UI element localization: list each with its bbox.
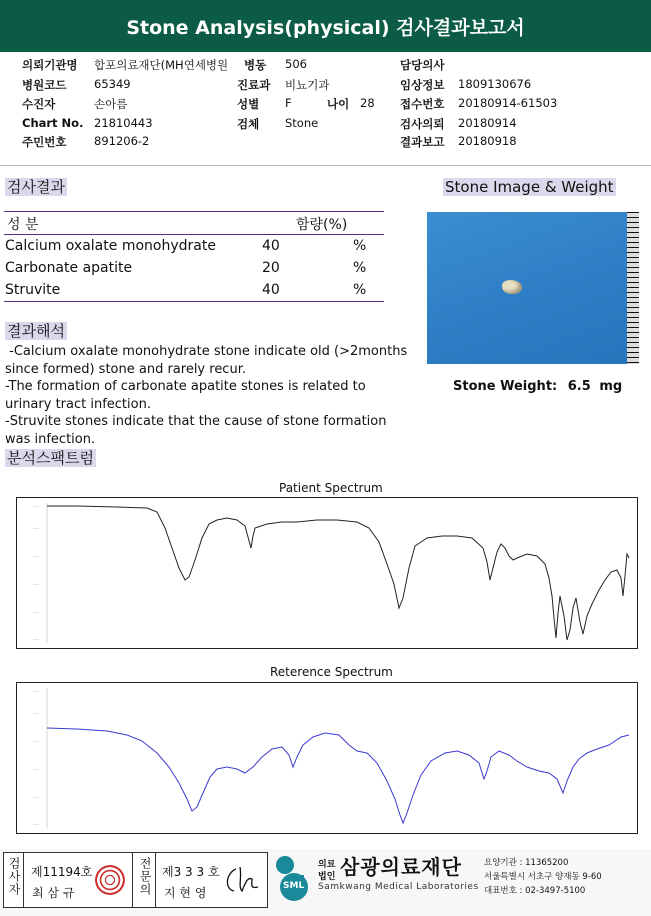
handwritten-signature [222,863,262,897]
table-header-rule [4,234,384,235]
request-org-label: 의뢰기관명 [22,58,78,72]
age: 28 [360,96,375,110]
specimen: Stone [285,116,319,130]
svg-text:·····: ····· [33,767,40,772]
reference-spectrum-line [47,728,629,823]
clinical-info-label: 임상정보 [400,78,445,92]
chart-label: Chart No. [22,116,84,130]
request-date-label: 검사의뢰 [400,117,445,131]
interpretation-line: -The formation of carbonate apatite stones is related to [5,379,366,394]
inspector-name: 최 삼 규 [32,886,75,900]
interpretation-line: since formed) stone and rarely recur. [5,361,246,377]
dept-label: 진료과 [237,78,271,92]
weight-value: 6.5 [567,379,591,394]
col-amount-header: 함량(%) [296,217,348,233]
composition-table [5,236,385,302]
interpretation-line: -Struvite stones indicate that the cause of stone formation [5,414,387,429]
spectrum-section-title: 분석스팩트럼 [7,449,94,467]
patient-name: 손아름 [94,97,128,111]
pathologist-label: 전문의 [138,857,152,896]
reference-spectrum-plot [16,682,638,834]
chart-no: 21810443 [94,116,153,130]
clinical-info: 1809130676 [458,77,532,91]
signature-divider [155,853,156,907]
svg-text:·····: ····· [33,554,40,559]
patient-spectrum-plot [16,497,638,649]
stone-photo [427,212,639,364]
interpretation-line: was infection. [5,431,96,447]
id-no: 891206-2 [94,134,150,148]
org-name: 삼광의료재단 [340,855,462,879]
request-date: 20180914 [458,116,517,130]
component-value: 40 [262,238,280,254]
inspector-license: 제11194호 [31,865,93,879]
stone-section-title: Stone Image & Weight [445,178,614,196]
component-value: 20 [262,260,280,276]
logo-badge-text: SML [283,881,305,891]
table-bottom-rule [4,301,384,302]
specimen-label: 검체 [237,117,260,131]
interpretation-section-title: 결과해석 [7,322,65,340]
weight-label: Stone Weight: [453,379,558,394]
svg-text:·····: ····· [33,504,40,509]
hospital-code-label: 병원코드 [22,78,67,92]
table-row [5,258,385,280]
doctor-label: 담당의사 [400,58,445,72]
component-value: 40 [262,282,280,298]
org-phone: 대표번호 : 02-3497-5100 [484,886,586,896]
component-name: Struvite [5,282,61,298]
reference-spectrum-title: Reterence Spectrum [270,665,393,679]
svg-text:·····: ····· [33,689,40,694]
weight-unit: mg [599,379,623,394]
request-org: 합포의료재단(MH연세병원 [94,58,229,72]
table-row [5,280,385,302]
svg-text:·····: ····· [33,582,40,587]
component-name: Calcium oxalate monohydrate [5,238,216,254]
results-section-title: 검사결과 [7,178,65,196]
report-title: Stone Analysis(physical) 검사결과보고서 [0,0,651,52]
svg-text:·····: ····· [33,526,40,531]
org-english: Samkwang Medical Laboratories [318,882,479,892]
svg-text:·····: ····· [33,795,40,800]
table-top-rule [4,211,384,212]
signature-divider [132,853,133,907]
patient-spectrum-svg [17,498,637,648]
col-component-header: 성 분 [7,217,39,233]
corp-label-1: 의료 [318,860,336,870]
stone-weight [453,379,622,394]
svg-text:·····: ····· [33,739,40,744]
svg-text:·····: ····· [33,822,40,827]
component-unit: % [353,260,367,276]
patient-spectrum-line [47,506,629,640]
report-date: 20180918 [458,134,517,148]
header-divider [0,165,651,166]
ward-label: 병동 [244,58,267,72]
age-label: 나이 [327,97,350,111]
interpretation-line: -Calcium oxalate monohydrate stone indicate old (>2months [5,344,408,359]
svg-text:·····: ····· [33,610,40,615]
seal-stamp [95,865,125,895]
svg-text:·····: ····· [33,637,40,642]
signature-box [3,852,268,908]
inspector-label: 검사자 [7,857,21,896]
org-address: 서울특별시 서초구 양재동 9-60 [484,872,602,882]
report-date-label: 결과보고 [400,135,445,149]
ward: 506 [285,57,307,71]
ruler-scale [627,212,639,364]
patient-spectrum-title: Patient Spectrum [279,481,383,495]
component-name: Carbonate apatite [5,260,133,276]
sex: F [285,96,292,110]
stone-specimen [502,280,522,294]
table-row [5,236,385,258]
signature-divider [23,853,24,907]
svg-text:·····: ····· [33,711,40,716]
interpretation-line: urinary tract infection. [5,396,151,412]
patient-label: 수진자 [22,97,56,111]
footer [0,849,651,916]
id-label: 주민번호 [22,135,67,149]
interpretation-text [5,343,425,448]
sex-label: 성별 [237,97,260,111]
pathologist-license: 제3 3 3 호 [162,865,220,879]
pathologist-name: 지 현 영 [164,886,207,900]
receipt-no: 20180914-61503 [458,96,558,110]
reference-spectrum-svg [17,683,637,833]
component-unit: % [353,238,367,254]
corp-label-2: 법인 [318,872,336,882]
org-code: 요양기관 : 11365200 [484,858,569,868]
component-unit: % [353,282,367,298]
sml-logo-icon [270,853,318,903]
hospital-code: 65349 [94,77,131,91]
receipt-no-label: 접수번호 [400,97,445,111]
dept: 비뇨기과 [285,78,330,92]
